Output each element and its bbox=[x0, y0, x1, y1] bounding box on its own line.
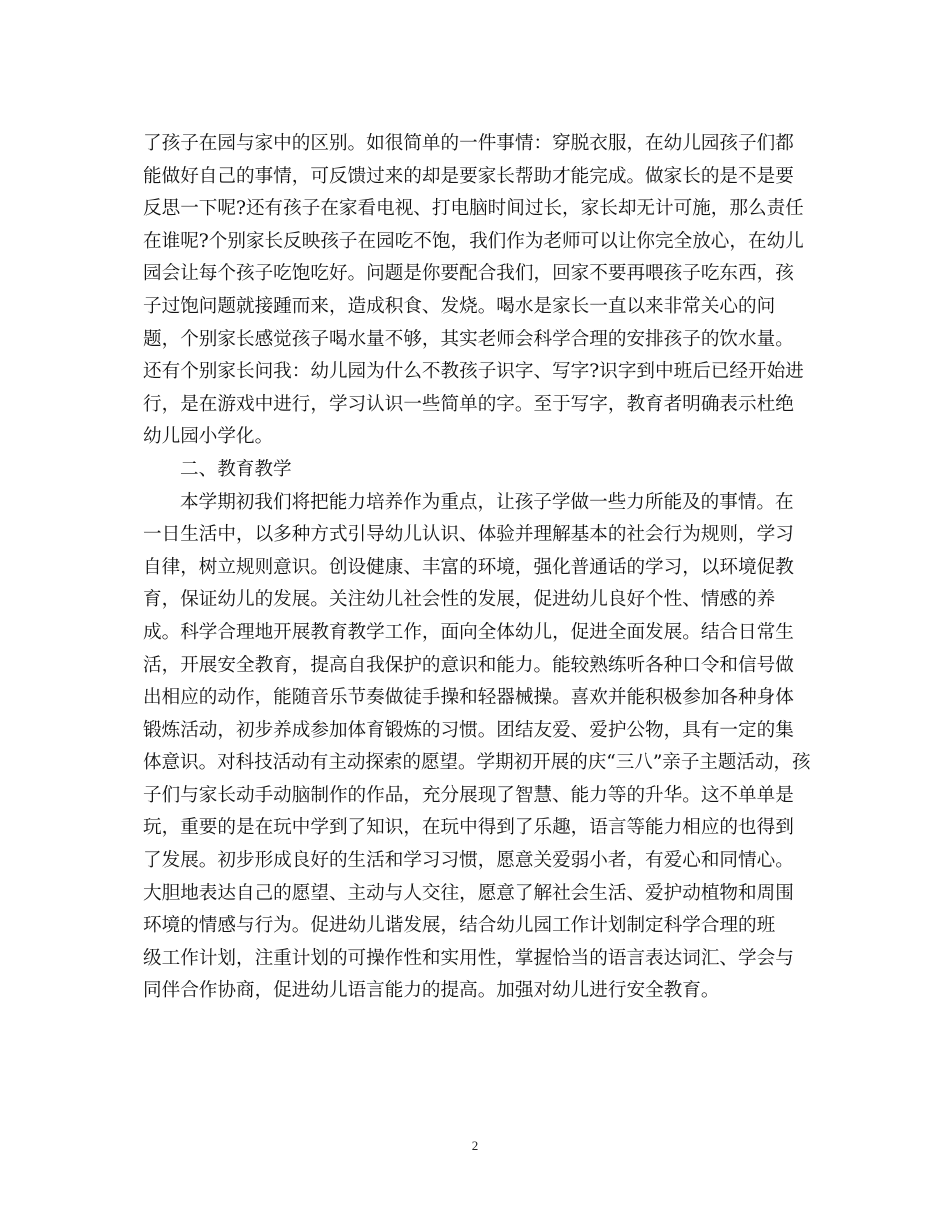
text-line: 子过饱问题就接踵而来，造成积食、发烧。喝水是家长一直以来非常关心的问 bbox=[143, 295, 776, 317]
text-line: 能做好自己的事情，可反馈过来的却是要家长帮助才能完成。做家长的是不是要 bbox=[143, 165, 794, 187]
text-line: 了孩子在园与家中的区别。如很简单的一件事情：穿脱衣服，在幼儿园孩子们都 bbox=[143, 133, 794, 154]
text-line: 还有个别家长问我：幼儿园为什么不教孩子识字、写字?识字到中班后已经开始进 bbox=[143, 361, 804, 383]
text-line: 了发展。初步形成良好的生活和学习习惯，愿意关爱弱小者，有爱心和同情心。 bbox=[143, 850, 794, 872]
text-line: 行，是在游戏中进行，学习认识一些简单的字。至于写字，教育者明确表示杜绝 bbox=[143, 393, 794, 415]
text-line: 体意识。对科技活动有主动探索的愿望。学期初开展的庆“三八”亲子主题活动，孩 bbox=[143, 752, 811, 774]
text-line: 园会让每个孩子吃饱吃好。问题是你要配合我们，回家不要再喂孩子吃东西，孩 bbox=[143, 263, 794, 285]
text-line: 环境的情感与行为。促进幼儿谐发展，结合幼儿园工作计划制定科学合理的班 bbox=[143, 915, 776, 937]
text-line: 二、教育教学 bbox=[180, 458, 292, 480]
page-number: 2 bbox=[471, 1138, 479, 1153]
text-line: 级工作计划，注重计划的可操作性和实用性，掌握恰当的语言表达词汇、学会与 bbox=[143, 947, 794, 969]
text-line: 活，开展安全教育，提高自我保护的意识和能力。能较熟练听各种口令和信号做 bbox=[143, 654, 794, 676]
document-body bbox=[143, 128, 811, 1008]
text-line: 同伴合作协商，促进幼儿语言能力的提高。加强对幼儿进行安全教育。 bbox=[143, 980, 720, 1002]
text-line: 在谁呢?个别家长反映孩子在园吃不饱，我们作为老师可以让你完全放心，在幼儿 bbox=[143, 230, 804, 252]
text-line: 反思一下呢?还有孩子在家看电视、打电脑时间过长，家长却无计可施，那么责任 bbox=[143, 198, 804, 220]
text-line: 题，个别家长感觉孩子喝水量不够，其实老师会科学合理的安排孩子的饮水量。 bbox=[143, 328, 794, 350]
text-line: 锻炼活动，初步养成参加体育锻炼的习惯。团结友爱、爱护公物，具有一定的集 bbox=[143, 719, 794, 741]
text-line: 出相应的动作，能随音乐节奏做徒手操和轻器械操。喜欢并能积极参加各种身体 bbox=[143, 687, 794, 709]
text-line: 玩，重要的是在玩中学到了知识，在玩中得到了乐趣，语言等能力相应的也得到 bbox=[143, 817, 794, 839]
text-line: 自律，树立规则意识。创设健康、丰富的环境，强化普通话的学习，以环境促教 bbox=[143, 556, 794, 578]
text-line: 大胆地表达自己的愿望、主动与人交往，愿意了解社会生活、爱护动植物和周围 bbox=[143, 882, 794, 904]
text-line: 子们与家长动手动脑制作的作品，充分展现了智慧、能力等的升华。这不单单是 bbox=[143, 784, 794, 806]
text-line: 育，保证幼儿的发展。关注幼儿社会性的发展，促进幼儿良好个性、情感的养 bbox=[143, 589, 776, 611]
text-line: 本学期初我们将把能力培养作为重点，让孩子学做一些力所能及的事情。在 bbox=[180, 491, 794, 513]
text-line: 幼儿园小学化。 bbox=[143, 426, 274, 448]
text-line: 成。科学合理地开展教育教学工作，面向全体幼儿，促进全面发展。结合日常生 bbox=[143, 621, 794, 643]
text-line: 一日生活中，以多种方式引导幼儿认识、体验并理解基本的社会行为规则，学习 bbox=[143, 524, 794, 546]
